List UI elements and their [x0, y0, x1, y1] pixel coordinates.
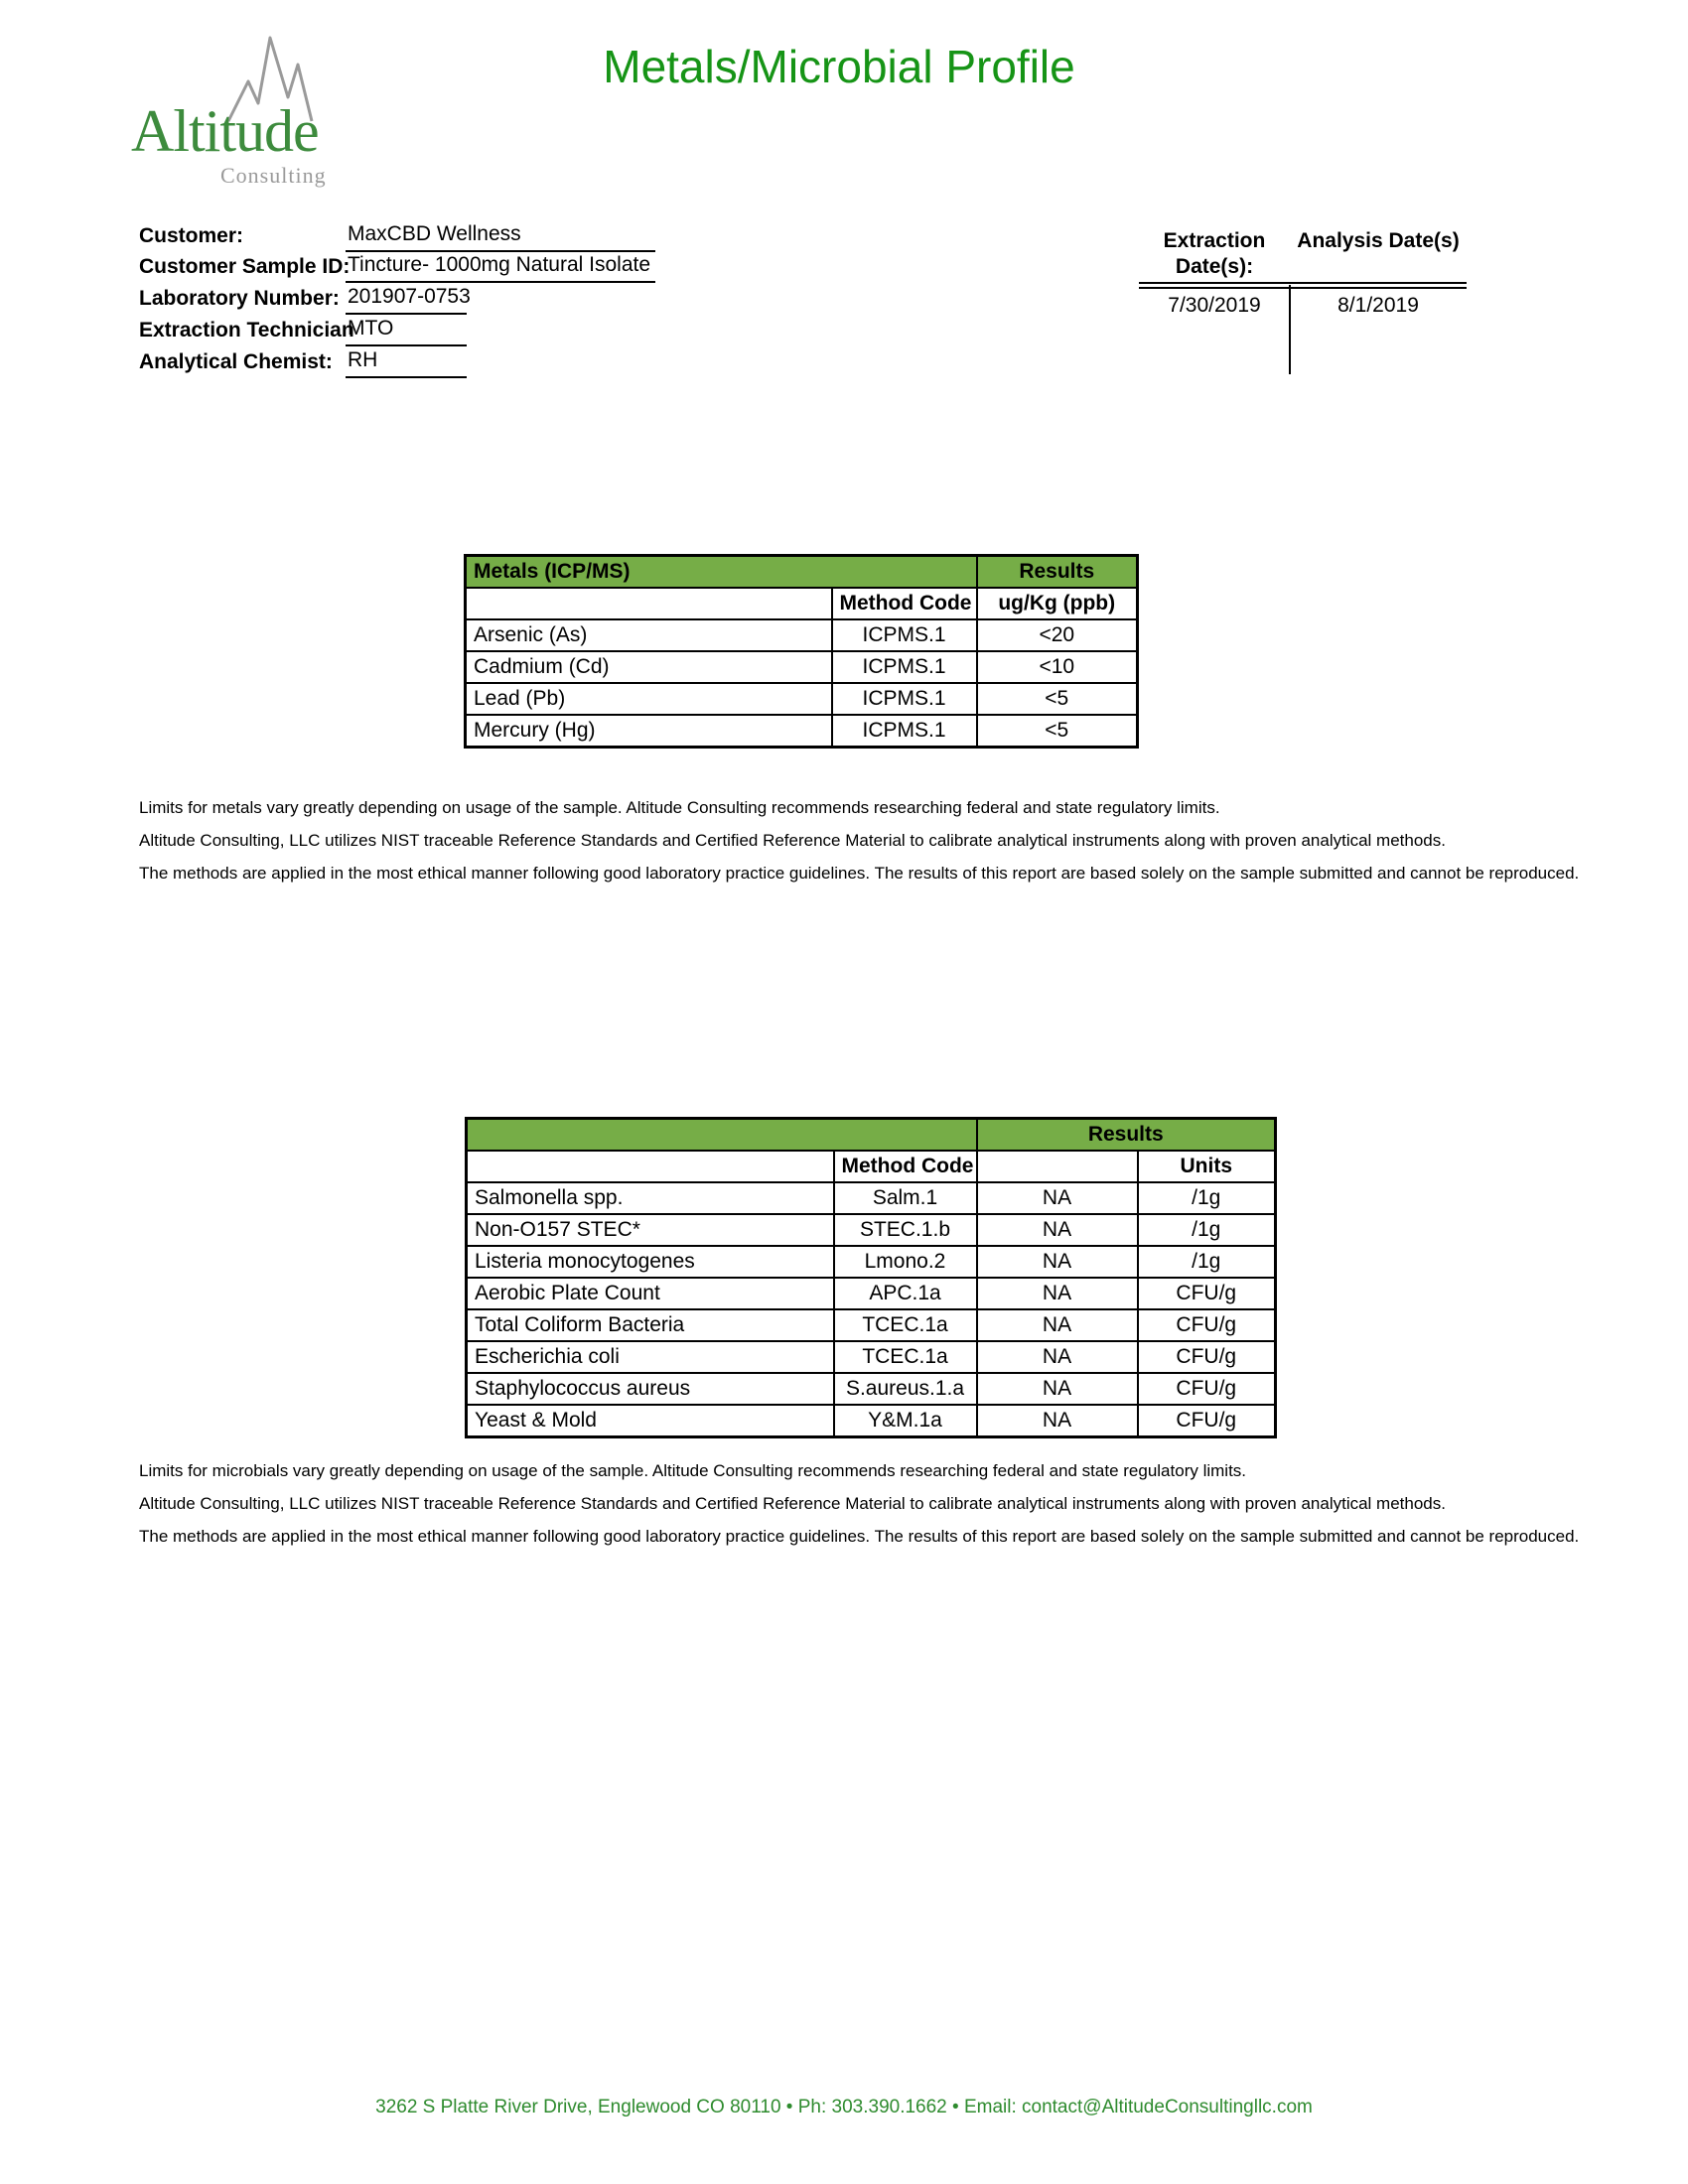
analytical-chemist-label: Analytical Chemist:: [139, 350, 333, 373]
customer-label: Customer:: [139, 224, 244, 247]
disclaimer-line: Altitude Consulting, LLC utilizes NIST traceable Reference Standards and Certified Reference Material to calibrate analytical instruments along with proven analytical methods.: [139, 831, 1446, 850]
analysis-date-value: 8/1/2019: [1337, 294, 1419, 317]
microbial-header-row: [467, 1119, 1276, 1152]
dates-block: [1139, 228, 1467, 318]
sample-id-label: Customer Sample ID:: [139, 255, 351, 278]
disclaimer-line: Limits for metals vary greatly depending on usage of the sample. Altitude Consulting recommends researching federal and state regulatory limits.: [139, 798, 1220, 817]
disclaimer-line: Altitude Consulting, LLC utilizes NIST traceable Reference Standards and Certified Reference Material to calibrate analytical instruments along with proven analytical methods.: [139, 1494, 1446, 1513]
result-cell: NA: [977, 1405, 1138, 1437]
analyte-cell: Listeria monocytogenes: [467, 1246, 834, 1278]
analyte-cell: Lead (Pb): [466, 683, 832, 715]
info-row-extraction-technician: [139, 317, 394, 342]
company-logo: [127, 28, 355, 187]
dates-divider-line: [1289, 285, 1291, 374]
method-cell: TCEC.1a: [834, 1341, 977, 1373]
metals-section-header: Metals (ICP/MS): [466, 556, 977, 589]
table-row: [467, 1341, 1276, 1373]
disclaimer-line: Limits for microbials vary greatly depending on usage of the sample. Altitude Consulting recommends researching federal and state regulatory limits.: [139, 1461, 1247, 1480]
microbial-method-code-header: Method Code: [834, 1151, 977, 1182]
result-cell: NA: [977, 1341, 1138, 1373]
metals-disclaimer: [139, 798, 1579, 896]
footer-contact-info: 3262 S Platte River Drive, Englewood CO 80110 • Ph: 303.390.1662 • Email: contact@AltitudeConsultingllc.com: [375, 2097, 1313, 2117]
microbial-units-header: Units: [1138, 1151, 1276, 1182]
analyte-cell: Staphylococcus aureus: [467, 1373, 834, 1405]
analyte-cell: Yeast & Mold: [467, 1405, 834, 1437]
info-row-lab-number: [139, 285, 471, 311]
method-cell: TCEC.1a: [834, 1309, 977, 1341]
microbial-blank-cell: [977, 1151, 1138, 1182]
result-cell: <5: [977, 683, 1138, 715]
table-row: [467, 1309, 1276, 1341]
method-cell: Lmono.2: [834, 1246, 977, 1278]
lab-number-value: 201907-0753: [346, 285, 467, 315]
extraction-technician-value: MTO: [346, 317, 467, 346]
units-cell: CFU/g: [1138, 1341, 1276, 1373]
extraction-technician-label: Extraction Technician: [139, 319, 354, 341]
method-cell: ICPMS.1: [832, 715, 977, 748]
result-cell: NA: [977, 1373, 1138, 1405]
result-cell: <5: [977, 715, 1138, 748]
metals-table: [464, 554, 1139, 749]
disclaimer-line: The methods are applied in the most ethical manner following good laboratory practice guidelines. The results of this report are based solely on the sample submitted and cannot be reproduced.: [139, 1527, 1580, 1546]
metals-blank-cell: [466, 588, 832, 619]
logo-tagline: Consulting: [220, 163, 327, 188]
microbial-table: [465, 1117, 1277, 1438]
metals-header-row: [466, 556, 1138, 589]
microbial-subheader-row: [467, 1151, 1276, 1182]
metals-subheader-row: [466, 588, 1138, 619]
page-title: Metals/Microbial Profile: [603, 41, 1075, 92]
table-row: [466, 619, 1138, 651]
disclaimer-line: The methods are applied in the most ethical manner following good laboratory practice guidelines. The results of this report are based solely on the sample submitted and cannot be reproduced.: [139, 864, 1580, 883]
dates-header: [1139, 228, 1467, 280]
analyte-cell: Cadmium (Cd): [466, 651, 832, 683]
table-row: [467, 1214, 1276, 1246]
metals-results-header: Results: [977, 556, 1138, 589]
table-row: [466, 683, 1138, 715]
method-cell: ICPMS.1: [832, 683, 977, 715]
analyte-cell: Aerobic Plate Count: [467, 1278, 834, 1309]
dates-values: [1139, 294, 1467, 318]
metals-units-header: ug/Kg (ppb): [977, 588, 1138, 619]
result-cell: NA: [977, 1214, 1138, 1246]
extraction-dates-label: Extraction Date(s):: [1163, 229, 1266, 278]
table-row: [467, 1373, 1276, 1405]
info-row-analytical-chemist: [139, 348, 378, 374]
table-row: [467, 1246, 1276, 1278]
units-cell: /1g: [1138, 1182, 1276, 1214]
dates-double-rule: [1139, 282, 1467, 289]
analyte-cell: Mercury (Hg): [466, 715, 832, 748]
analyte-cell: Escherichia coli: [467, 1341, 834, 1373]
logo-company-name: Altitude: [131, 98, 319, 164]
table-row: [466, 715, 1138, 748]
info-row-customer: [139, 222, 521, 248]
result-cell: NA: [977, 1246, 1138, 1278]
table-row: [466, 651, 1138, 683]
table-row: [467, 1278, 1276, 1309]
method-cell: Y&M.1a: [834, 1405, 977, 1437]
method-cell: APC.1a: [834, 1278, 977, 1309]
analysis-dates-label: Analysis Date(s): [1297, 229, 1460, 252]
microbial-blank-header: [467, 1119, 977, 1152]
lab-number-label: Laboratory Number:: [139, 287, 340, 310]
customer-value: MaxCBD Wellness: [346, 222, 655, 252]
result-cell: NA: [977, 1309, 1138, 1341]
analyte-cell: Salmonella spp.: [467, 1182, 834, 1214]
units-cell: CFU/g: [1138, 1373, 1276, 1405]
analytical-chemist-value: RH: [346, 348, 467, 378]
method-cell: S.aureus.1.a: [834, 1373, 977, 1405]
microbial-results-header: Results: [977, 1119, 1276, 1152]
method-cell: Salm.1: [834, 1182, 977, 1214]
extraction-date-value: 7/30/2019: [1168, 294, 1261, 317]
units-cell: CFU/g: [1138, 1309, 1276, 1341]
result-cell: NA: [977, 1182, 1138, 1214]
result-cell: <20: [977, 619, 1138, 651]
table-row: [467, 1182, 1276, 1214]
analyte-cell: Non-O157 STEC*: [467, 1214, 834, 1246]
analyte-cell: Total Coliform Bacteria: [467, 1309, 834, 1341]
result-cell: NA: [977, 1278, 1138, 1309]
table-row: [467, 1405, 1276, 1437]
microbial-disclaimer: [139, 1461, 1579, 1560]
method-cell: STEC.1.b: [834, 1214, 977, 1246]
microbial-blank-cell: [467, 1151, 834, 1182]
sample-id-value: Tincture- 1000mg Natural Isolate: [346, 253, 655, 283]
method-cell: ICPMS.1: [832, 651, 977, 683]
info-row-sample-id: [139, 253, 651, 279]
units-cell: CFU/g: [1138, 1278, 1276, 1309]
metals-method-code-header: Method Code: [832, 588, 977, 619]
units-cell: /1g: [1138, 1214, 1276, 1246]
result-cell: <10: [977, 651, 1138, 683]
units-cell: CFU/g: [1138, 1405, 1276, 1437]
method-cell: ICPMS.1: [832, 619, 977, 651]
analyte-cell: Arsenic (As): [466, 619, 832, 651]
units-cell: /1g: [1138, 1246, 1276, 1278]
